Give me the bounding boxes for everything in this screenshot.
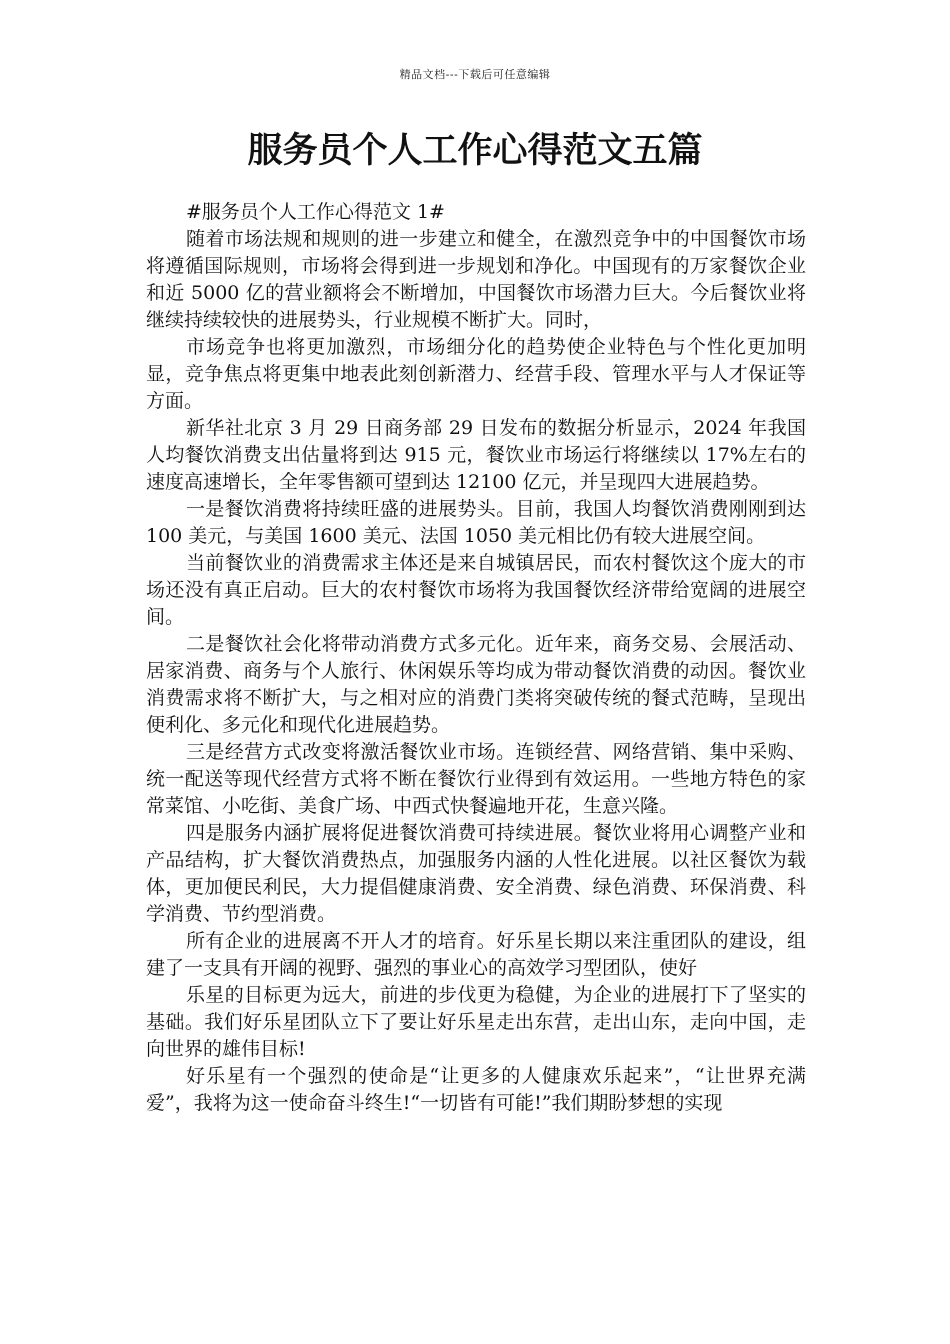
paragraph: 二是餐饮社会化将带动消费方式多元化。近年来，商务交易、会展活动、居家消费、商务与个人旅行、休闲娱乐等均成为带动餐饮消费的动因。餐饮业消费需求将不断扩大，与之相对应的消费门类将突破传统的餐式范畴，呈现出便利化、多元化和现代化进展趋势。	[146, 633, 806, 736]
paragraph: 乐星的目标更为远大，前进的步伐更为稳健，为企业的进展打下了坚实的基础。我们好乐星团队立下了要让好乐星走出东营，走出山东，走向中国，走向世界的雄伟目标!	[146, 984, 806, 1060]
document-body	[146, 199, 806, 1117]
paragraph: 所有企业的进展离不开人才的培育。好乐星长期以来注重团队的建设，组建了一支具有开阔的视野、强烈的事业心的高效学习型团队，使好	[146, 930, 806, 979]
paragraph: 好乐星有一个强烈的使命是“让更多的人健康欢乐起来”，“让世界充满爱”，我将为这一使命奋斗终生!“一切皆有可能!”我们期盼梦想的实现	[146, 1065, 806, 1114]
paragraph: 新华社北京 3 月 29 日商务部 29 日发布的数据分析显示，2024 年我国人均餐饮消费支出估量将到达 915 元，餐饮业市场运行将继续以 17%左右的速度高速增长，全年零售额可望到达 12100 亿元，并呈现四大进展趋势。	[146, 417, 806, 493]
paragraph: 市场竞争也将更加激烈，市场细分化的趋势使企业特色与个性化更加明显，竞争焦点将更集中地表此刻创新潜力、经营手段、管理水平与人才保证等方面。	[146, 336, 806, 412]
paragraph: 三是经营方式改变将激活餐饮业市场。连锁经营、网络营销、集中采购、统一配送等现代经营方式将不断在餐饮行业得到有效运用。一些地方特色的家常菜馆、小吃街、美食广场、中西式快餐遍地开花，生意兴隆。	[146, 741, 806, 817]
paragraph: 一是餐饮消费将持续旺盛的进展势头。目前，我国人均餐饮消费刚刚到达 100 美元，与美国 1600 美元、法国 1050 美元相比仍有较大进展空间。	[146, 498, 806, 547]
document-title: 服务员个人工作心得范文五篇	[247, 131, 703, 171]
header-note: 精品文档---下载后可任意编辑	[399, 68, 551, 81]
paragraph: 当前餐饮业的消费需求主体还是来自城镇居民，而农村餐饮这个庞大的市场还没有真正启动。巨大的农村餐饮市场将为我国餐饮经济带给宽阔的进展空间。	[146, 552, 806, 628]
paragraph: 随着市场法规和规则的进一步建立和健全，在激烈竞争中的中国餐饮市场将遵循国际规则，市场将会得到进一步规划和净化。中国现有的万家餐饮企业和近 5000 亿的营业额将会不断增加，中国餐饮市场潜力巨大。今后餐饮业将继续持续较快的进展势头，行业规模不断扩大。同时，	[146, 228, 806, 331]
section-heading: #服务员个人工作心得范文 1#	[186, 201, 445, 223]
paragraph: 四是服务内涵扩展将促进餐饮消费可持续进展。餐饮业将用心调整产业和产品结构，扩大餐饮消费热点，加强服务内涵的人性化进展。以社区餐饮为载体，更加便民利民，大力提倡健康消费、安全消费、绿色消费、环保消费、科学消费、节约型消费。	[146, 822, 806, 925]
